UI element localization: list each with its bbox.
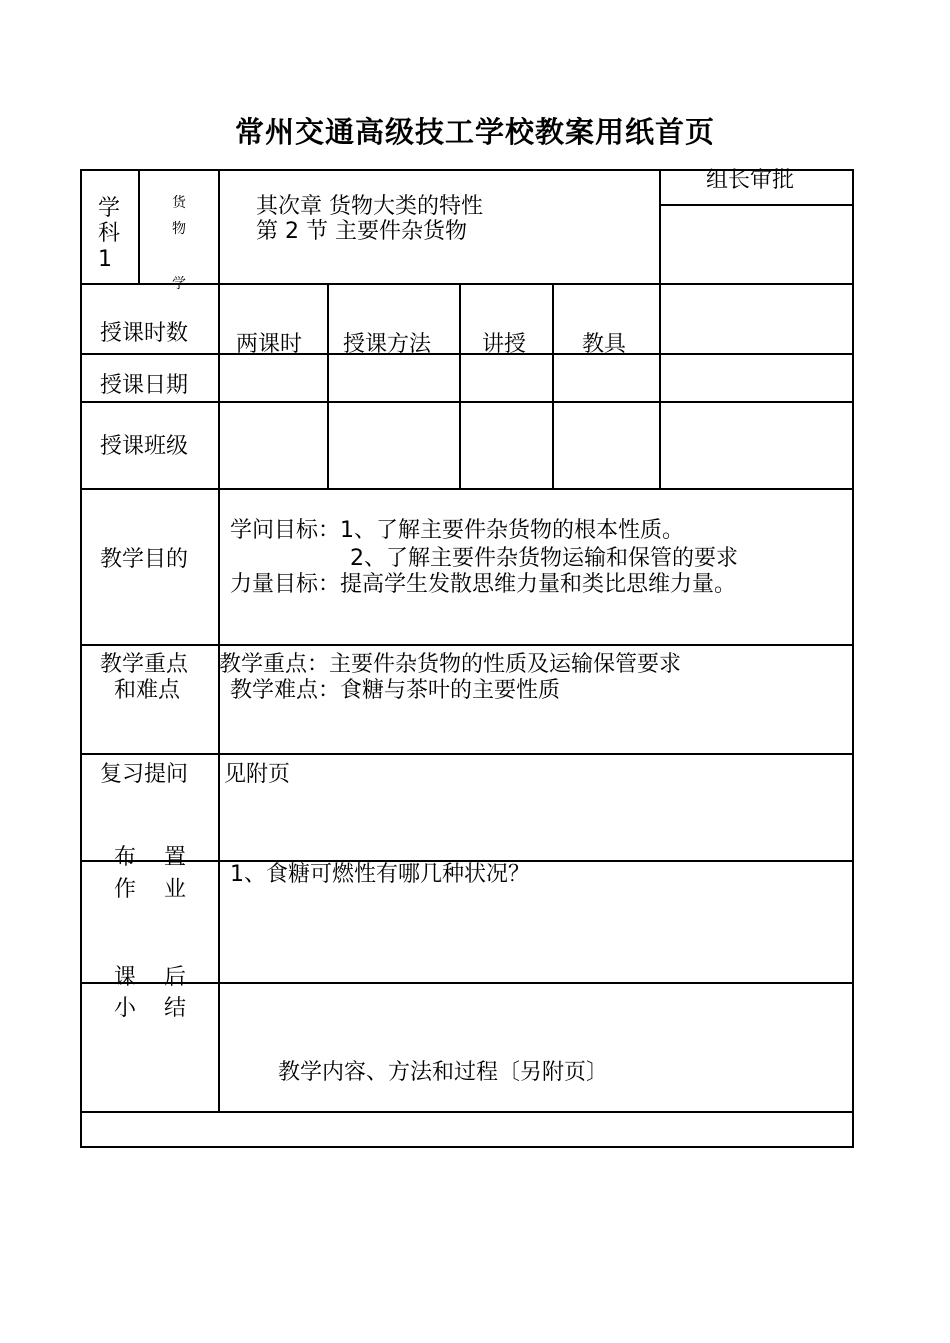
subject-name: 货 (172, 195, 186, 211)
column-divider (218, 169, 220, 1113)
hours-label: 授课时数 (100, 321, 189, 346)
table-border-left (80, 169, 82, 1148)
row-divider (80, 283, 854, 285)
objectives-line: 2、了解主要件杂货物运输和保管的要求 (350, 546, 738, 571)
row-divider (80, 401, 854, 403)
summary-label: 课 后 (114, 965, 186, 990)
objectives-label: 教学目的 (100, 547, 189, 572)
section-title: 第 2 节 主要件杂货物 (256, 219, 467, 244)
method-value: 讲授 (482, 332, 527, 357)
subject-label: 科 (98, 221, 121, 246)
class-label: 授课班级 (100, 434, 189, 459)
row-divider (80, 353, 854, 355)
chapter-title: 其次章 货物大类的特性 (256, 194, 483, 219)
key-points-label: 教学重点 (100, 652, 189, 677)
homework-label: 布 置 (114, 845, 186, 870)
date-label: 授课日期 (100, 373, 189, 398)
table-border-bottom (80, 1146, 854, 1148)
column-divider (552, 283, 554, 490)
approval-label: 组长审批 (706, 168, 795, 193)
column-divider (327, 283, 329, 490)
review-label: 复习提问 (100, 762, 189, 787)
homework-value: 1、食糖可燃性有哪几种状况？ (230, 862, 530, 887)
tools-label: 教具 (582, 332, 627, 357)
column-divider (659, 169, 661, 490)
row-divider (80, 488, 854, 490)
summary-content: 教学内容、方法和过程〔另附页〕 (278, 1060, 609, 1085)
objectives-line: 学问目标：1、了解主要件杂货物的根本性质。 (230, 518, 684, 543)
page-title: 常州交通高级技工学校教案用纸首页 (234, 115, 715, 149)
column-divider (138, 169, 140, 285)
row-divider (660, 204, 854, 206)
subject-name: 学 (172, 276, 186, 292)
key-points-label: 和难点 (114, 678, 181, 703)
homework-label: 作 业 (114, 877, 186, 902)
table-border-right (852, 169, 854, 1148)
key-point-line: 教学重点：主要件杂货物的性质及运输保管要求 (219, 652, 682, 677)
subject-name: 物 (172, 221, 186, 237)
row-divider (80, 982, 854, 984)
row-divider (80, 1111, 854, 1113)
row-divider (80, 644, 854, 646)
hours-value: 两课时 (236, 332, 303, 357)
key-point-line: 教学难点：食糖与茶叶的主要性质 (230, 678, 561, 703)
row-divider (80, 753, 854, 755)
subject-label: 1 (98, 247, 112, 272)
subject-label: 学 (98, 196, 121, 221)
method-label: 授课方法 (343, 332, 432, 357)
objectives-line: 力量目标：提高学生发散思维力量和类比思维力量。 (230, 572, 737, 597)
column-divider (459, 283, 461, 490)
summary-label: 小 结 (114, 996, 186, 1021)
review-value: 见附页 (224, 762, 291, 787)
